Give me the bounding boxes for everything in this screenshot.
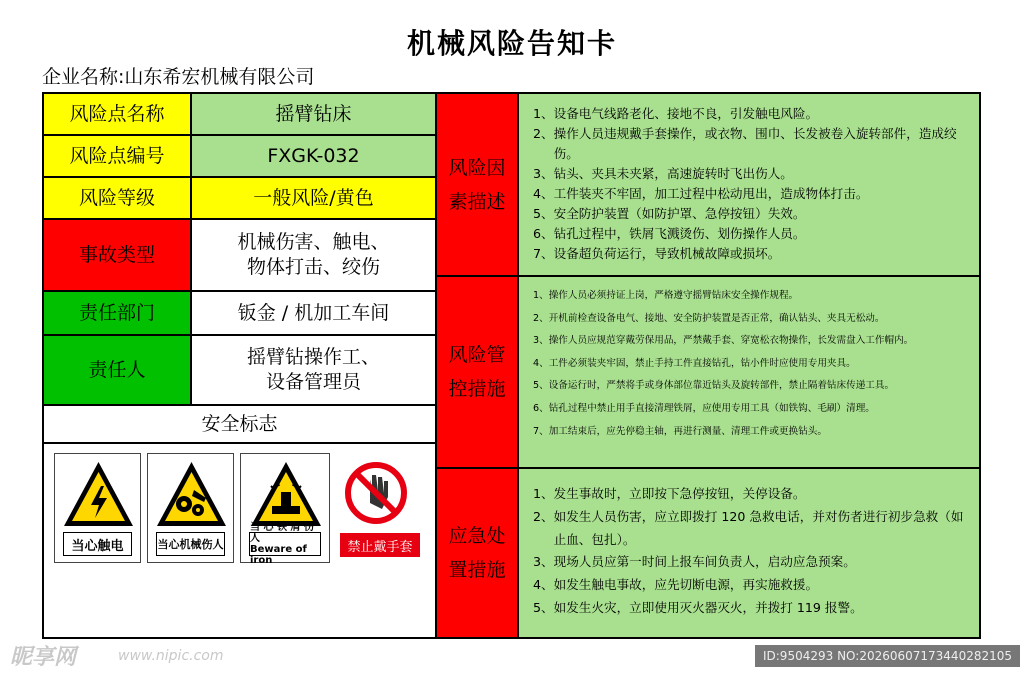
list-item-number: 5、 (533, 380, 549, 392)
sign-flying-chips (240, 453, 330, 566)
responsible-dept-value: 钣金 / 机加工车间 (192, 292, 435, 336)
list-item-text: 钻孔过程中，铁屑飞溅烫伤、划伤操作人员。 (553, 226, 806, 241)
list-item-text: 钻孔过程中禁止用手直接清理铁屑，应使用专用工具（如铁钩、毛刷）清理。 (548, 402, 875, 414)
risk-code-value: FXGK-032 (192, 136, 435, 178)
safety-signs-label: 安全标志 (44, 406, 435, 444)
responsible-person-label: 责任人 (44, 336, 192, 406)
mechanical-injury-warning-icon (154, 458, 229, 530)
list-item-text: 操作人员必须持证上岗，严格遵守摇臂钻床安全操作规程。 (548, 290, 799, 301)
risk-code-label: 风险点编号 (44, 136, 192, 178)
list-item-text: 发生事故时，立即按下急停按钮，关停设备。 (553, 486, 806, 501)
accident-type-line-2: 物体打击、绞伤 (246, 256, 380, 278)
sign-caption-zh: 当 心 铁 屑 伤 人 (250, 522, 314, 544)
flying-chips-warning-icon (247, 458, 325, 530)
list-item (533, 104, 967, 124)
emergency-measures-label-line-2: 置措施 (448, 559, 506, 581)
risk-factors-label (435, 94, 519, 275)
accident-type-label: 事故类型 (44, 220, 192, 292)
control-measures-list (519, 275, 979, 467)
list-item-number: 2、 (533, 508, 554, 524)
sign-no-gloves (340, 453, 420, 563)
list-item-number: 7、 (533, 246, 554, 261)
list-item (533, 204, 967, 224)
list-item (533, 506, 967, 552)
list-item-text: 钻头、夹具未夹紧，高速旋转时飞出伤人。 (553, 166, 793, 181)
list-item-text: 操作人员违规戴手套操作，或衣物、围巾、长发被卷入旋转部件，造成绞伤。 (553, 126, 957, 161)
list-item-number: 1、 (533, 486, 554, 501)
responsible-person-value (192, 336, 435, 406)
watermark-url: www.nipic.com (118, 648, 224, 664)
list-item-text: 如发生触电事故，应先切断电源，再实施救援。 (553, 577, 819, 593)
list-item (533, 285, 967, 308)
accident-type-value (192, 220, 435, 292)
list-item-number: 3、 (533, 554, 554, 570)
risk-card (42, 92, 981, 639)
risk-level-value: 一般风险/黄色 (192, 178, 435, 220)
image-id-bar: ID:9504293 NO:20260607173440282105 (755, 645, 1020, 667)
control-measures-label-line-1: 风险管 (448, 344, 506, 366)
risk-factors-list (519, 94, 979, 275)
list-item (533, 375, 967, 398)
list-item-number: 4、 (533, 577, 554, 593)
company-name: 企业名称:山东希宏机械有限公司 (42, 66, 315, 88)
risk-name-value: 摇臂钻床 (192, 94, 435, 136)
sign-caption (249, 522, 321, 566)
list-item (533, 483, 967, 506)
list-item-text: 设备超负荷运行，导致机械故障或损坏。 (553, 246, 781, 261)
watermark-brand: 昵享网 (10, 645, 77, 670)
list-item (533, 164, 967, 184)
sign-electric-shock (54, 453, 141, 563)
list-item-text: 工件必须装夹牢固，禁止手持工件直接钻孔，钻小件时应使用专用夹具。 (548, 357, 856, 369)
list-item-text: 设备运行时，严禁将手或身体部位靠近钻头及旋转部件，禁止隔着钻床传递工具。 (548, 380, 895, 392)
list-item-text: 设备电气线路老化、接地不良，引发触电风险。 (553, 106, 819, 121)
emergency-measures-list (519, 467, 979, 637)
list-item-text: 操作人员应规范穿戴劳保用品，严禁戴手套、穿宽松衣物操作，长发需盘入工作帽内。 (548, 335, 914, 347)
list-item-number: 5、 (533, 206, 554, 221)
list-item-text: 如发生火灾，立即使用灭火器灭火，并拨打 119 报警。 (553, 599, 863, 615)
list-item-text: 如发生人员伤害，应立即拨打 120 急救电话，并对伤者进行初步急救（如止血、包扎）。 (553, 508, 964, 547)
risk-name-label: 风险点名称 (44, 94, 192, 136)
list-item (533, 184, 967, 204)
list-item-number: 6、 (533, 402, 549, 414)
page-title: 机械风险告知卡 (406, 27, 617, 60)
emergency-measures-label-line-1: 应急处 (448, 525, 506, 547)
list-item-number: 2、 (533, 312, 549, 324)
list-item-number: 6、 (533, 226, 554, 241)
list-item-text: 加工结束后，应先停稳主轴，再进行测量、清理工件或更换钻头。 (548, 425, 827, 437)
list-item-number: 7、 (533, 425, 549, 437)
responsible-dept-label: 责任部门 (44, 292, 192, 336)
risk-level-label: 风险等级 (44, 178, 192, 220)
list-item (533, 398, 967, 421)
sign-caption: 当心机械伤人 (156, 532, 225, 556)
list-item (533, 224, 967, 244)
sign-caption-en: Beware of iron (250, 544, 307, 566)
list-item (533, 597, 967, 620)
list-item-text: 现场人员应第一时间上报车间负责人，启动应急预案。 (553, 554, 856, 570)
list-item-text: 工件装夹不牢固，加工过程中松动甩出，造成物体打击。 (553, 186, 869, 201)
responsible-person-line-2: 设备管理员 (265, 371, 361, 393)
list-item (533, 421, 967, 444)
list-item (533, 308, 967, 331)
list-item-text: 开机前检查设备电气、接地、安全防护装置是否正常，确认钻头、夹具无松动。 (548, 312, 885, 324)
accident-type-line-1: 机械伤害、触电、 (237, 231, 390, 254)
electric-shock-warning-icon (61, 458, 136, 530)
safety-signs-panel (44, 447, 435, 637)
list-item-number: 2、 (533, 126, 554, 141)
list-item (533, 124, 967, 164)
list-item-number: 4、 (533, 186, 554, 201)
emergency-measures-label (435, 467, 519, 637)
list-item-number: 1、 (533, 106, 554, 121)
list-item (533, 551, 967, 574)
risk-factors-label-line-1: 风险因 (448, 156, 506, 179)
list-item (533, 330, 967, 353)
control-measures-label (435, 275, 519, 467)
list-item-number: 3、 (533, 335, 549, 347)
list-item-number: 3、 (533, 166, 554, 181)
responsible-person-line-1: 摇臂钻操作工、 (246, 346, 380, 369)
sign-mechanical-injury (147, 453, 234, 563)
list-item-number: 4、 (533, 357, 549, 369)
sign-caption: 禁止戴手套 (340, 533, 420, 557)
no-gloves-prohibition-icon (342, 457, 410, 529)
list-item-number: 1、 (533, 290, 549, 301)
sign-caption: 当心触电 (63, 532, 132, 556)
list-item (533, 353, 967, 376)
control-measures-label-line-2: 控措施 (448, 378, 506, 400)
list-item-text: 安全防护装置（如防护罩、急停按钮）失效。 (553, 206, 806, 221)
risk-factors-label-line-2: 素描述 (448, 190, 506, 213)
list-item-number: 5、 (533, 599, 554, 615)
list-item (533, 574, 967, 597)
list-item (533, 244, 967, 264)
